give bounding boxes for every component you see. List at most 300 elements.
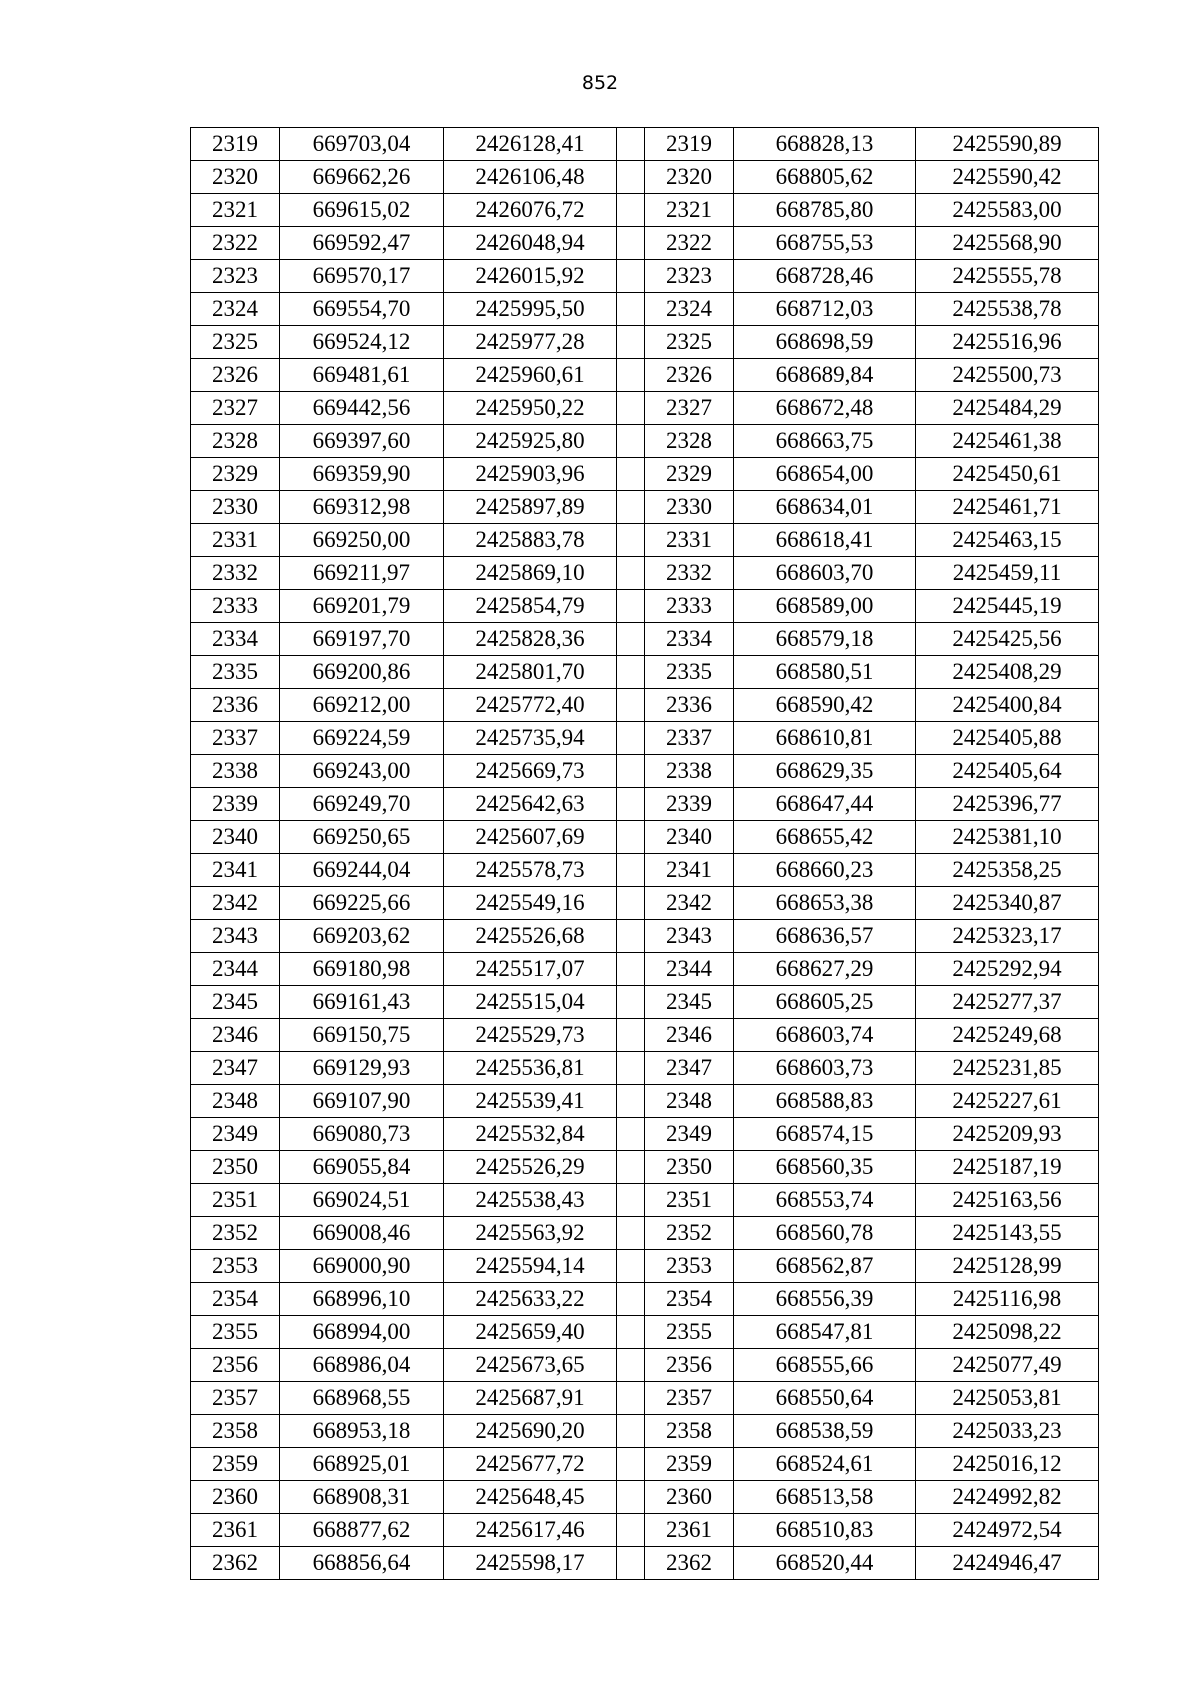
- spacer-cell: [617, 491, 645, 524]
- y-coordinate-right: 2425323,17: [916, 920, 1099, 953]
- x-coordinate-left: 669359,90: [280, 458, 444, 491]
- table-row: [191, 1316, 1099, 1349]
- y-coordinate-left: 2425690,20: [444, 1415, 617, 1448]
- point-number-right: 2323: [645, 260, 734, 293]
- point-number-right: 2358: [645, 1415, 734, 1448]
- table-row: [191, 1283, 1099, 1316]
- x-coordinate-left: 668856,64: [280, 1547, 444, 1580]
- x-coordinate-left: 668908,31: [280, 1481, 444, 1514]
- point-number-left: 2359: [191, 1448, 280, 1481]
- y-coordinate-left: 2425735,94: [444, 722, 617, 755]
- spacer-cell: [617, 755, 645, 788]
- x-coordinate-left: 669150,75: [280, 1019, 444, 1052]
- point-number-left: 2321: [191, 194, 280, 227]
- x-coordinate-right: 668610,81: [734, 722, 916, 755]
- point-number-left: 2329: [191, 458, 280, 491]
- table-row: [191, 1415, 1099, 1448]
- spacer-cell: [617, 1283, 645, 1316]
- spacer-cell: [617, 1184, 645, 1217]
- x-coordinate-right: 668672,48: [734, 392, 916, 425]
- point-number-left: 2325: [191, 326, 280, 359]
- point-number-right: 2328: [645, 425, 734, 458]
- table-row: [191, 1514, 1099, 1547]
- spacer-cell: [617, 1118, 645, 1151]
- spacer-cell: [617, 689, 645, 722]
- y-coordinate-left: 2425677,72: [444, 1448, 617, 1481]
- table-row: [191, 1151, 1099, 1184]
- y-coordinate-left: 2425598,17: [444, 1547, 617, 1580]
- y-coordinate-right: 2425538,78: [916, 293, 1099, 326]
- point-number-right: 2356: [645, 1349, 734, 1382]
- table-row: [191, 326, 1099, 359]
- table-row: [191, 1547, 1099, 1580]
- x-coordinate-right: 668636,57: [734, 920, 916, 953]
- x-coordinate-right: 668605,25: [734, 986, 916, 1019]
- spacer-cell: [617, 1085, 645, 1118]
- point-number-left: 2362: [191, 1547, 280, 1580]
- x-coordinate-right: 668755,53: [734, 227, 916, 260]
- x-coordinate-left: 668877,62: [280, 1514, 444, 1547]
- spacer-cell: [617, 953, 645, 986]
- point-number-right: 2359: [645, 1448, 734, 1481]
- x-coordinate-left: 669224,59: [280, 722, 444, 755]
- y-coordinate-right: 2425340,87: [916, 887, 1099, 920]
- table-row: [191, 854, 1099, 887]
- y-coordinate-left: 2425925,80: [444, 425, 617, 458]
- spacer-cell: [617, 986, 645, 1019]
- y-coordinate-left: 2425883,78: [444, 524, 617, 557]
- point-number-right: 2329: [645, 458, 734, 491]
- y-coordinate-right: 2425128,99: [916, 1250, 1099, 1283]
- point-number-right: 2360: [645, 1481, 734, 1514]
- x-coordinate-left: 669161,43: [280, 986, 444, 1019]
- y-coordinate-right: 2425249,68: [916, 1019, 1099, 1052]
- point-number-left: 2328: [191, 425, 280, 458]
- point-number-right: 2336: [645, 689, 734, 722]
- table-row: [191, 1481, 1099, 1514]
- coordinates-table: [190, 127, 1099, 1580]
- y-coordinate-right: 2425461,38: [916, 425, 1099, 458]
- x-coordinate-left: 668994,00: [280, 1316, 444, 1349]
- y-coordinate-right: 2425583,00: [916, 194, 1099, 227]
- table-row: [191, 293, 1099, 326]
- x-coordinate-right: 668513,58: [734, 1481, 916, 1514]
- table-row: [191, 128, 1099, 161]
- y-coordinate-left: 2425960,61: [444, 359, 617, 392]
- x-coordinate-right: 668627,29: [734, 953, 916, 986]
- table-row: [191, 623, 1099, 656]
- y-coordinate-left: 2425538,43: [444, 1184, 617, 1217]
- point-number-right: 2350: [645, 1151, 734, 1184]
- point-number-right: 2346: [645, 1019, 734, 1052]
- y-coordinate-right: 2425484,29: [916, 392, 1099, 425]
- table-row: [191, 1085, 1099, 1118]
- point-number-right: 2348: [645, 1085, 734, 1118]
- spacer-cell: [617, 854, 645, 887]
- x-coordinate-right: 668629,35: [734, 755, 916, 788]
- x-coordinate-right: 668728,46: [734, 260, 916, 293]
- point-number-left: 2348: [191, 1085, 280, 1118]
- y-coordinate-left: 2425687,91: [444, 1382, 617, 1415]
- point-number-right: 2320: [645, 161, 734, 194]
- spacer-cell: [617, 1514, 645, 1547]
- x-coordinate-right: 668603,70: [734, 557, 916, 590]
- y-coordinate-left: 2425869,10: [444, 557, 617, 590]
- y-coordinate-left: 2425617,46: [444, 1514, 617, 1547]
- point-number-right: 2339: [645, 788, 734, 821]
- y-coordinate-right: 2425098,22: [916, 1316, 1099, 1349]
- point-number-left: 2322: [191, 227, 280, 260]
- spacer-cell: [617, 1052, 645, 1085]
- point-number-right: 2344: [645, 953, 734, 986]
- y-coordinate-right: 2425116,98: [916, 1283, 1099, 1316]
- y-coordinate-left: 2426015,92: [444, 260, 617, 293]
- table-row: [191, 689, 1099, 722]
- y-coordinate-left: 2425950,22: [444, 392, 617, 425]
- point-number-left: 2355: [191, 1316, 280, 1349]
- point-number-left: 2350: [191, 1151, 280, 1184]
- x-coordinate-right: 668634,01: [734, 491, 916, 524]
- point-number-left: 2354: [191, 1283, 280, 1316]
- y-coordinate-left: 2425642,63: [444, 788, 617, 821]
- point-number-left: 2343: [191, 920, 280, 953]
- point-number-left: 2327: [191, 392, 280, 425]
- point-number-right: 2345: [645, 986, 734, 1019]
- x-coordinate-left: 669250,00: [280, 524, 444, 557]
- y-coordinate-left: 2425633,22: [444, 1283, 617, 1316]
- x-coordinate-left: 669129,93: [280, 1052, 444, 1085]
- y-coordinate-right: 2424972,54: [916, 1514, 1099, 1547]
- x-coordinate-left: 669000,90: [280, 1250, 444, 1283]
- point-number-left: 2319: [191, 128, 280, 161]
- y-coordinate-right: 2425500,73: [916, 359, 1099, 392]
- x-coordinate-right: 668550,64: [734, 1382, 916, 1415]
- y-coordinate-left: 2425897,89: [444, 491, 617, 524]
- x-coordinate-left: 669615,02: [280, 194, 444, 227]
- table-row: [191, 590, 1099, 623]
- y-coordinate-right: 2425077,49: [916, 1349, 1099, 1382]
- x-coordinate-left: 668953,18: [280, 1415, 444, 1448]
- spacer-cell: [617, 128, 645, 161]
- x-coordinate-left: 669244,04: [280, 854, 444, 887]
- point-number-right: 2330: [645, 491, 734, 524]
- table-row: [191, 524, 1099, 557]
- y-coordinate-right: 2425450,61: [916, 458, 1099, 491]
- point-number-right: 2335: [645, 656, 734, 689]
- y-coordinate-left: 2425673,65: [444, 1349, 617, 1382]
- x-coordinate-left: 669662,26: [280, 161, 444, 194]
- table-row: [191, 1184, 1099, 1217]
- x-coordinate-right: 668562,87: [734, 1250, 916, 1283]
- x-coordinate-left: 669024,51: [280, 1184, 444, 1217]
- point-number-right: 2357: [645, 1382, 734, 1415]
- point-number-right: 2340: [645, 821, 734, 854]
- y-coordinate-left: 2426076,72: [444, 194, 617, 227]
- x-coordinate-right: 668712,03: [734, 293, 916, 326]
- table-row: [191, 887, 1099, 920]
- point-number-left: 2323: [191, 260, 280, 293]
- point-number-left: 2335: [191, 656, 280, 689]
- point-number-left: 2324: [191, 293, 280, 326]
- x-coordinate-right: 668660,23: [734, 854, 916, 887]
- spacer-cell: [617, 887, 645, 920]
- point-number-right: 2331: [645, 524, 734, 557]
- y-coordinate-right: 2425425,56: [916, 623, 1099, 656]
- spacer-cell: [617, 1250, 645, 1283]
- y-coordinate-right: 2425461,71: [916, 491, 1099, 524]
- spacer-cell: [617, 1481, 645, 1514]
- x-coordinate-right: 668520,44: [734, 1547, 916, 1580]
- y-coordinate-left: 2425995,50: [444, 293, 617, 326]
- x-coordinate-right: 668805,62: [734, 161, 916, 194]
- spacer-cell: [617, 293, 645, 326]
- table-row: [191, 755, 1099, 788]
- point-number-left: 2352: [191, 1217, 280, 1250]
- spacer-cell: [617, 425, 645, 458]
- x-coordinate-right: 668654,00: [734, 458, 916, 491]
- x-coordinate-right: 668828,13: [734, 128, 916, 161]
- point-number-left: 2336: [191, 689, 280, 722]
- x-coordinate-right: 668655,42: [734, 821, 916, 854]
- y-coordinate-left: 2426128,41: [444, 128, 617, 161]
- point-number-left: 2342: [191, 887, 280, 920]
- point-number-right: 2352: [645, 1217, 734, 1250]
- x-coordinate-left: 669225,66: [280, 887, 444, 920]
- point-number-right: 2325: [645, 326, 734, 359]
- y-coordinate-right: 2425143,55: [916, 1217, 1099, 1250]
- point-number-left: 2345: [191, 986, 280, 1019]
- x-coordinate-left: 669180,98: [280, 953, 444, 986]
- point-number-right: 2349: [645, 1118, 734, 1151]
- x-coordinate-right: 668618,41: [734, 524, 916, 557]
- point-number-right: 2341: [645, 854, 734, 887]
- point-number-left: 2332: [191, 557, 280, 590]
- spacer-cell: [617, 359, 645, 392]
- point-number-left: 2356: [191, 1349, 280, 1382]
- table-row: [191, 161, 1099, 194]
- point-number-right: 2347: [645, 1052, 734, 1085]
- table-row: [191, 557, 1099, 590]
- x-coordinate-right: 668560,78: [734, 1217, 916, 1250]
- x-coordinate-right: 668560,35: [734, 1151, 916, 1184]
- point-number-right: 2342: [645, 887, 734, 920]
- spacer-cell: [617, 1019, 645, 1052]
- table-row: [191, 491, 1099, 524]
- x-coordinate-left: 669249,70: [280, 788, 444, 821]
- y-coordinate-right: 2424992,82: [916, 1481, 1099, 1514]
- point-number-right: 2319: [645, 128, 734, 161]
- x-coordinate-left: 669524,12: [280, 326, 444, 359]
- y-coordinate-left: 2425549,16: [444, 887, 617, 920]
- x-coordinate-right: 668580,51: [734, 656, 916, 689]
- y-coordinate-right: 2425408,29: [916, 656, 1099, 689]
- y-coordinate-left: 2425659,40: [444, 1316, 617, 1349]
- table-row: [191, 392, 1099, 425]
- y-coordinate-left: 2425539,41: [444, 1085, 617, 1118]
- x-coordinate-right: 668785,80: [734, 194, 916, 227]
- x-coordinate-left: 669008,46: [280, 1217, 444, 1250]
- spacer-cell: [617, 557, 645, 590]
- x-coordinate-left: 668986,04: [280, 1349, 444, 1382]
- y-coordinate-right: 2425053,81: [916, 1382, 1099, 1415]
- y-coordinate-left: 2426048,94: [444, 227, 617, 260]
- spacer-cell: [617, 788, 645, 821]
- x-coordinate-right: 668538,59: [734, 1415, 916, 1448]
- y-coordinate-right: 2425463,15: [916, 524, 1099, 557]
- y-coordinate-left: 2425854,79: [444, 590, 617, 623]
- point-number-right: 2361: [645, 1514, 734, 1547]
- point-number-left: 2331: [191, 524, 280, 557]
- x-coordinate-left: 668925,01: [280, 1448, 444, 1481]
- point-number-left: 2337: [191, 722, 280, 755]
- x-coordinate-right: 668589,00: [734, 590, 916, 623]
- spacer-cell: [617, 194, 645, 227]
- x-coordinate-right: 668556,39: [734, 1283, 916, 1316]
- table-row: [191, 1019, 1099, 1052]
- x-coordinate-left: 669203,62: [280, 920, 444, 953]
- x-coordinate-left: 669212,00: [280, 689, 444, 722]
- spacer-cell: [617, 722, 645, 755]
- point-number-left: 2349: [191, 1118, 280, 1151]
- x-coordinate-left: 669201,79: [280, 590, 444, 623]
- table-row: [191, 1217, 1099, 1250]
- point-number-left: 2346: [191, 1019, 280, 1052]
- point-number-right: 2362: [645, 1547, 734, 1580]
- x-coordinate-right: 668698,59: [734, 326, 916, 359]
- spacer-cell: [617, 227, 645, 260]
- y-coordinate-left: 2425903,96: [444, 458, 617, 491]
- x-coordinate-right: 668547,81: [734, 1316, 916, 1349]
- x-coordinate-right: 668553,74: [734, 1184, 916, 1217]
- table-row: [191, 1382, 1099, 1415]
- x-coordinate-left: 669592,47: [280, 227, 444, 260]
- coordinates-table-body: [191, 128, 1099, 1580]
- table-row: [191, 458, 1099, 491]
- x-coordinate-right: 668590,42: [734, 689, 916, 722]
- y-coordinate-right: 2425163,56: [916, 1184, 1099, 1217]
- x-coordinate-left: 669703,04: [280, 128, 444, 161]
- x-coordinate-left: 668968,55: [280, 1382, 444, 1415]
- x-coordinate-right: 668588,83: [734, 1085, 916, 1118]
- table-row: [191, 425, 1099, 458]
- point-number-right: 2351: [645, 1184, 734, 1217]
- spacer-cell: [617, 821, 645, 854]
- point-number-right: 2353: [645, 1250, 734, 1283]
- x-coordinate-left: 669243,00: [280, 755, 444, 788]
- point-number-left: 2330: [191, 491, 280, 524]
- spacer-cell: [617, 1217, 645, 1250]
- x-coordinate-right: 668603,73: [734, 1052, 916, 1085]
- point-number-left: 2353: [191, 1250, 280, 1283]
- x-coordinate-right: 668574,15: [734, 1118, 916, 1151]
- spacer-cell: [617, 458, 645, 491]
- y-coordinate-left: 2425526,29: [444, 1151, 617, 1184]
- spacer-cell: [617, 623, 645, 656]
- y-coordinate-right: 2425400,84: [916, 689, 1099, 722]
- y-coordinate-left: 2425532,84: [444, 1118, 617, 1151]
- point-number-right: 2343: [645, 920, 734, 953]
- spacer-cell: [617, 392, 645, 425]
- y-coordinate-left: 2425669,73: [444, 755, 617, 788]
- table-row: [191, 656, 1099, 689]
- point-number-left: 2320: [191, 161, 280, 194]
- table-row: [191, 821, 1099, 854]
- point-number-right: 2321: [645, 194, 734, 227]
- point-number-right: 2354: [645, 1283, 734, 1316]
- y-coordinate-left: 2425772,40: [444, 689, 617, 722]
- y-coordinate-right: 2425590,42: [916, 161, 1099, 194]
- x-coordinate-left: 669200,86: [280, 656, 444, 689]
- x-coordinate-right: 668603,74: [734, 1019, 916, 1052]
- spacer-cell: [617, 1448, 645, 1481]
- table-row: [191, 953, 1099, 986]
- spacer-cell: [617, 1151, 645, 1184]
- y-coordinate-left: 2425526,68: [444, 920, 617, 953]
- point-number-left: 2344: [191, 953, 280, 986]
- point-number-left: 2340: [191, 821, 280, 854]
- y-coordinate-right: 2425405,64: [916, 755, 1099, 788]
- y-coordinate-right: 2425016,12: [916, 1448, 1099, 1481]
- table-row: [191, 920, 1099, 953]
- point-number-right: 2355: [645, 1316, 734, 1349]
- spacer-cell: [617, 1415, 645, 1448]
- spacer-cell: [617, 656, 645, 689]
- x-coordinate-left: 669211,97: [280, 557, 444, 590]
- point-number-left: 2351: [191, 1184, 280, 1217]
- y-coordinate-right: 2425277,37: [916, 986, 1099, 1019]
- table-row: [191, 1250, 1099, 1283]
- table-row: [191, 1118, 1099, 1151]
- x-coordinate-right: 668579,18: [734, 623, 916, 656]
- y-coordinate-right: 2425445,19: [916, 590, 1099, 623]
- spacer-cell: [617, 590, 645, 623]
- point-number-left: 2341: [191, 854, 280, 887]
- x-coordinate-left: 669570,17: [280, 260, 444, 293]
- y-coordinate-right: 2425516,96: [916, 326, 1099, 359]
- table-row: [191, 788, 1099, 821]
- table-row: [191, 722, 1099, 755]
- point-number-right: 2322: [645, 227, 734, 260]
- y-coordinate-left: 2425529,73: [444, 1019, 617, 1052]
- point-number-right: 2337: [645, 722, 734, 755]
- point-number-left: 2361: [191, 1514, 280, 1547]
- x-coordinate-left: 669397,60: [280, 425, 444, 458]
- point-number-right: 2327: [645, 392, 734, 425]
- table-row: [191, 359, 1099, 392]
- x-coordinate-left: 669554,70: [280, 293, 444, 326]
- spacer-cell: [617, 524, 645, 557]
- y-coordinate-right: 2425396,77: [916, 788, 1099, 821]
- y-coordinate-left: 2425594,14: [444, 1250, 617, 1283]
- x-coordinate-left: 669055,84: [280, 1151, 444, 1184]
- page-number: 852: [581, 72, 619, 94]
- y-coordinate-left: 2426106,48: [444, 161, 617, 194]
- table-row: [191, 986, 1099, 1019]
- point-number-left: 2360: [191, 1481, 280, 1514]
- table-row: [191, 194, 1099, 227]
- y-coordinate-left: 2425648,45: [444, 1481, 617, 1514]
- x-coordinate-right: 668689,84: [734, 359, 916, 392]
- y-coordinate-right: 2425231,85: [916, 1052, 1099, 1085]
- x-coordinate-right: 668653,38: [734, 887, 916, 920]
- y-coordinate-right: 2425187,19: [916, 1151, 1099, 1184]
- x-coordinate-left: 669481,61: [280, 359, 444, 392]
- x-coordinate-right: 668524,61: [734, 1448, 916, 1481]
- x-coordinate-left: 669312,98: [280, 491, 444, 524]
- table-row: [191, 260, 1099, 293]
- y-coordinate-right: 2425459,11: [916, 557, 1099, 590]
- spacer-cell: [617, 161, 645, 194]
